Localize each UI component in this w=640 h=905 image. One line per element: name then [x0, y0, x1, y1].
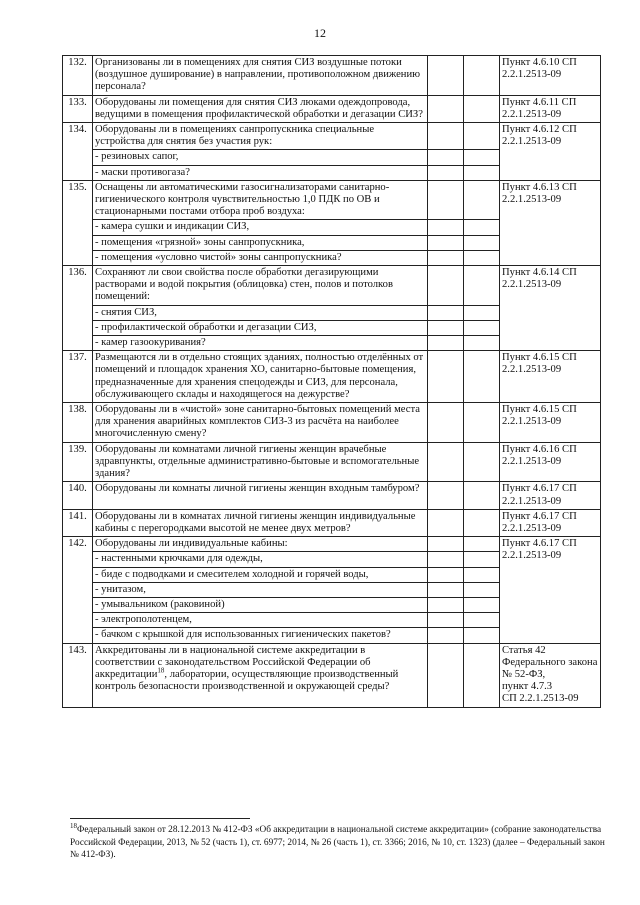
question-text: Размещаются ли в отдельно стоящих зданиях, полностью отделённых от помещений и площадок хранения ХО, санитарно-бытовые помещения, предназначенные для хранения спецодежды и СИЗ, для персонала, обслуживающего склады и находящегося на дежурстве? — [93, 351, 428, 403]
question-text: Оборудованы ли индивидуальные кабины: — [93, 537, 428, 552]
answer-cell — [428, 482, 464, 509]
answer-cell — [428, 250, 464, 265]
item-number: 137. — [63, 351, 93, 403]
item-number: 140. — [63, 482, 93, 509]
question-text: Оборудованы ли в «чистой» зоне санитарно-бытовых помещений места для хранения аварийных комплектов СИЗ-3 из расчёта на наиболее многочисленную смену? — [93, 403, 428, 443]
answer-cell — [464, 582, 500, 597]
table-row — [63, 266, 601, 306]
answer-cell — [428, 165, 464, 180]
sub-item: - снятия СИЗ, — [93, 305, 428, 320]
question-text: Оснащены ли автоматическими газосигнализаторами санитарно-гигиенического контроля чувствительностью 1,0 ПДК по ОВ и стационарными постами отбора проб воздуха: — [93, 180, 428, 220]
question-text: Оборудованы ли комнаты личной гигиены женщин входным тамбуром? — [93, 482, 428, 509]
table-row — [63, 351, 601, 403]
answer-cell — [464, 235, 500, 250]
sub-item: - биде с подводками и смесителем холодной и горячей воды, — [93, 567, 428, 582]
answer-cell — [428, 552, 464, 567]
reference-cell: Пункт 4.6.16 СП 2.2.1.2513-09 — [500, 442, 601, 482]
answer-cell — [428, 567, 464, 582]
question-text-part: , лаборатории, осуществляющие производственный контроль безопасности производственной и окружающей среды? — [95, 668, 399, 693]
answer-cell — [428, 123, 464, 150]
table-row — [63, 403, 601, 443]
question-text: Оборудованы ли в помещениях санпропускника специальные устройства для снятия без участия рук: — [93, 123, 428, 150]
answer-cell — [428, 643, 464, 707]
question-text: Оборудованы ли комнатами личной гигиены женщин врачебные здравпункты, отдельные административно-бытовые и вспомогательные здания? — [93, 442, 428, 482]
answer-cell — [428, 150, 464, 165]
sub-item: - помещения «условно чистой» зоны санпропускника? — [93, 250, 428, 265]
reference-line: СП 2.2.1.2513-09 — [502, 693, 579, 705]
table-row — [63, 509, 601, 536]
item-number: 135. — [63, 180, 93, 265]
answer-cell — [464, 336, 500, 351]
answer-cell — [464, 305, 500, 320]
item-number: 133. — [63, 95, 93, 122]
question-text: Сохраняют ли свои свойства после обработки дегазирующими растворами и водой покрытия (облицовка) стен, полов и потолков помещений: — [93, 266, 428, 306]
footnote-text: Федеральный закон от 28.12.2013 № 412-ФЗ «Об аккредитации в национальной системе аккредитации» (собрание законодательства Российской Федерации, 2013, № 52 (часть 1), ст. 6977; 2014, № 26 (часть 1), ст. 3366; 2016, № 10, ст. 1323) (далее – Федеральный закон № 412-ФЗ). — [70, 825, 605, 860]
answer-cell — [464, 482, 500, 509]
item-number: 139. — [63, 442, 93, 482]
sub-item: - электрополотенцем, — [93, 613, 428, 628]
reference-cell: Пункт 4.6.11 СП 2.2.1.2513-09 — [500, 95, 601, 122]
sub-item: - профилактической обработки и дегазации СИЗ, — [93, 320, 428, 335]
reference-line: № 52-ФЗ, — [502, 668, 546, 680]
reference-cell: Пункт 4.6.15 СП 2.2.1.2513-09 — [500, 403, 601, 443]
answer-cell — [464, 537, 500, 552]
answer-cell — [428, 56, 464, 96]
reference-cell: Пункт 4.6.14 СП 2.2.1.2513-09 — [500, 266, 601, 351]
answer-cell — [464, 628, 500, 643]
answer-cell — [428, 320, 464, 335]
page-number: 12 — [314, 26, 326, 40]
footnote-divider — [70, 818, 250, 819]
answer-cell — [428, 220, 464, 235]
answer-cell — [428, 266, 464, 306]
question-text — [93, 643, 428, 707]
reference-cell: Пункт 4.6.10 СП 2.2.1.2513-09 — [500, 56, 601, 96]
sub-item: - маски противогаза? — [93, 165, 428, 180]
question-text: Организованы ли в помещениях для снятия СИЗ воздушные потоки (воздушное душирование) в направлении, противоположном движению персонала? — [93, 56, 428, 96]
answer-cell — [464, 442, 500, 482]
reference-line: Статья 42 — [502, 644, 546, 656]
answer-cell — [428, 305, 464, 320]
answer-cell — [464, 552, 500, 567]
sub-item: - резиновых сапог, — [93, 150, 428, 165]
answer-cell — [464, 165, 500, 180]
sub-item: - настенными крючками для одежды, — [93, 552, 428, 567]
answer-cell — [464, 180, 500, 220]
table-row — [63, 482, 601, 509]
reference-line: Федерального закона — [502, 656, 598, 668]
checklist-table — [62, 55, 601, 708]
table-row — [63, 95, 601, 122]
answer-cell — [428, 509, 464, 536]
answer-cell — [464, 509, 500, 536]
sub-item: - камера сушки и индикации СИЗ, — [93, 220, 428, 235]
answer-cell — [464, 320, 500, 335]
table-row — [63, 442, 601, 482]
answer-cell — [428, 235, 464, 250]
answer-cell — [428, 95, 464, 122]
answer-cell — [464, 220, 500, 235]
answer-cell — [464, 56, 500, 96]
answer-cell — [464, 250, 500, 265]
question-text: Оборудованы ли помещения для снятия СИЗ люками одеждопровода, ведущими в помещения профилактической обработки и дегазации СИЗ? — [93, 95, 428, 122]
footnote — [70, 821, 608, 862]
reference-cell: Пункт 4.6.17 СП 2.2.1.2513-09 — [500, 509, 601, 536]
table-row — [63, 56, 601, 96]
table-row — [63, 643, 601, 707]
item-number: 134. — [63, 123, 93, 181]
answer-cell — [428, 336, 464, 351]
table-row — [63, 180, 601, 220]
answer-cell — [464, 613, 500, 628]
item-number: 141. — [63, 509, 93, 536]
answer-cell — [428, 582, 464, 597]
answer-cell — [428, 442, 464, 482]
sub-item: - унитазом, — [93, 582, 428, 597]
sub-item: - камер газоокуривания? — [93, 336, 428, 351]
sub-item: - помещения «грязной» зоны санпропускника, — [93, 235, 428, 250]
answer-cell — [464, 643, 500, 707]
reference-cell — [500, 643, 601, 707]
table-row — [63, 537, 601, 552]
table-row — [63, 123, 601, 150]
footnote-mark: 18 — [70, 821, 77, 830]
answer-cell — [464, 597, 500, 612]
reference-cell: Пункт 4.6.15 СП 2.2.1.2513-09 — [500, 351, 601, 403]
item-number: 136. — [63, 266, 93, 351]
footnote-marker: 18 — [157, 666, 165, 675]
answer-cell — [464, 150, 500, 165]
item-number: 132. — [63, 56, 93, 96]
answer-cell — [464, 403, 500, 443]
answer-cell — [428, 537, 464, 552]
answer-cell — [428, 403, 464, 443]
answer-cell — [464, 351, 500, 403]
answer-cell — [464, 567, 500, 582]
reference-cell: Пункт 4.6.12 СП 2.2.1.2513-09 — [500, 123, 601, 181]
answer-cell — [428, 351, 464, 403]
reference-cell: Пункт 4.6.17 СП 2.2.1.2513-09 — [500, 537, 601, 643]
question-text-part: Аккредитованы ли в национальной системе аккредитации в соответствии с законодательством Российской Федерации об аккредитации — [95, 644, 371, 680]
answer-cell — [428, 180, 464, 220]
item-number: 143. — [63, 643, 93, 707]
sub-item: - бачком с крышкой для использованных гигиенических пакетов? — [93, 628, 428, 643]
reference-cell: Пункт 4.6.13 СП 2.2.1.2513-09 — [500, 180, 601, 265]
reference-line: пункт 4.7.3 — [502, 681, 553, 693]
answer-cell — [464, 123, 500, 150]
answer-cell — [464, 266, 500, 306]
reference-cell: Пункт 4.6.17 СП 2.2.1.2513-09 — [500, 482, 601, 509]
answer-cell — [464, 95, 500, 122]
question-text: Оборудованы ли в комнатах личной гигиены женщин индивидуальные кабины с перегородками высотой не менее двух метров? — [93, 509, 428, 536]
answer-cell — [428, 628, 464, 643]
item-number: 142. — [63, 537, 93, 643]
answer-cell — [428, 613, 464, 628]
sub-item: - умывальником (раковиной) — [93, 597, 428, 612]
answer-cell — [428, 597, 464, 612]
item-number: 138. — [63, 403, 93, 443]
